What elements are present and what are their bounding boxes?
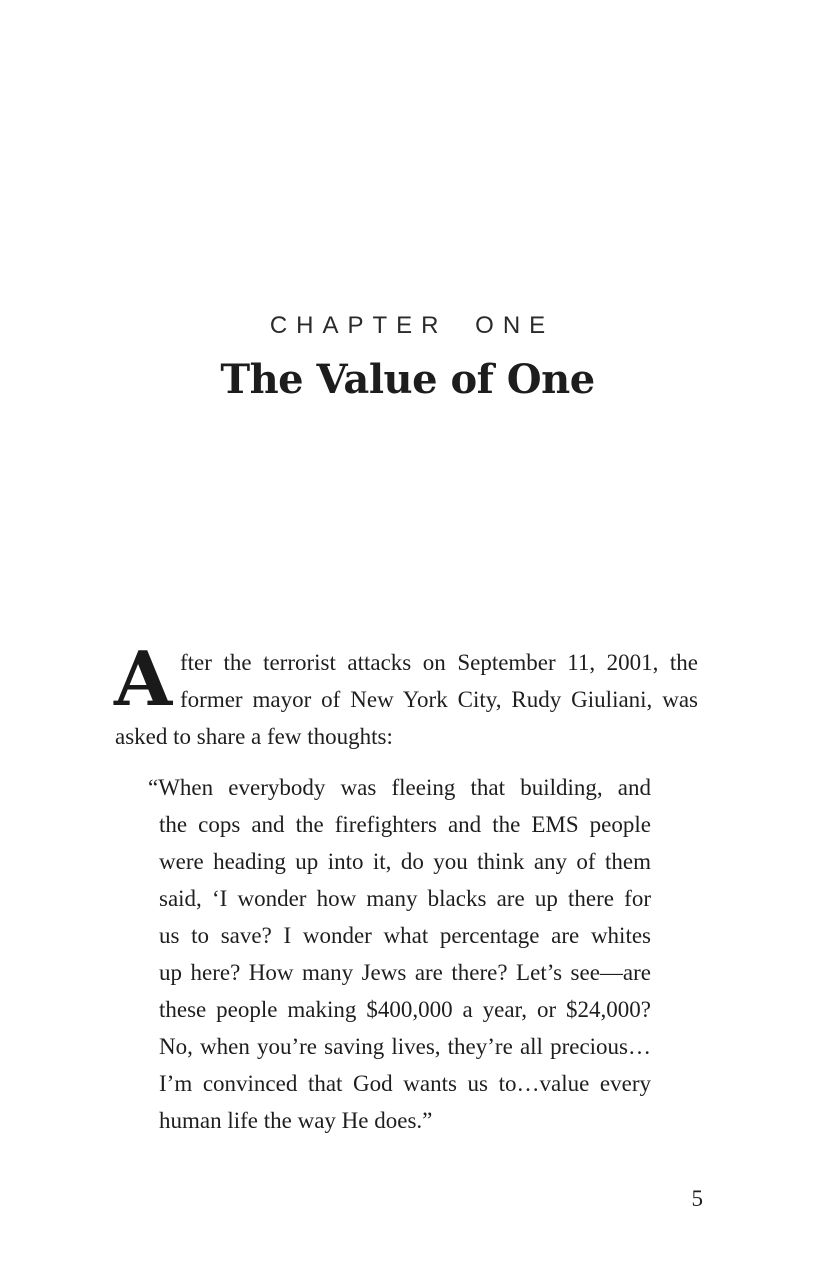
quote-line: were heading up into it, do you think any of them: [159, 849, 651, 874]
quote-line: No, when you’re saving lives, they’re all precious…: [159, 1034, 651, 1059]
chapter-label: CHAPTER ONE: [269, 312, 555, 339]
quote-line: “When everybody was fleeing that building, and: [148, 775, 651, 800]
chapter-title: The Value of One: [220, 356, 595, 403]
quote-line: up here? How many Jews are there? Let’s see—are: [159, 960, 651, 985]
paragraph-line: former mayor of New York City, Rudy Giuliani, was: [180, 687, 698, 712]
opening-paragraph: [114, 635, 698, 755]
paragraph-line: fter the terrorist attacks on September 11, 2001, the: [180, 650, 698, 675]
block-quote: [148, 769, 651, 1139]
quote-line: us to save? I wonder what percentage are whites: [159, 923, 651, 948]
page-number: 5: [691, 1186, 703, 1211]
quote-line: these people making $400,000 a year, or $24,000?: [159, 997, 651, 1022]
quote-line: human life the way He does.”: [159, 1108, 433, 1133]
paragraph-line: asked to share a few thoughts:: [115, 724, 393, 749]
quote-line: I’m convinced that God wants us to…value every: [159, 1071, 651, 1096]
quote-line: said, ‘I wonder how many blacks are up there for: [159, 886, 651, 911]
drop-cap: A: [114, 635, 173, 723]
quote-line: the cops and the firefighters and the EMS people: [159, 812, 651, 837]
